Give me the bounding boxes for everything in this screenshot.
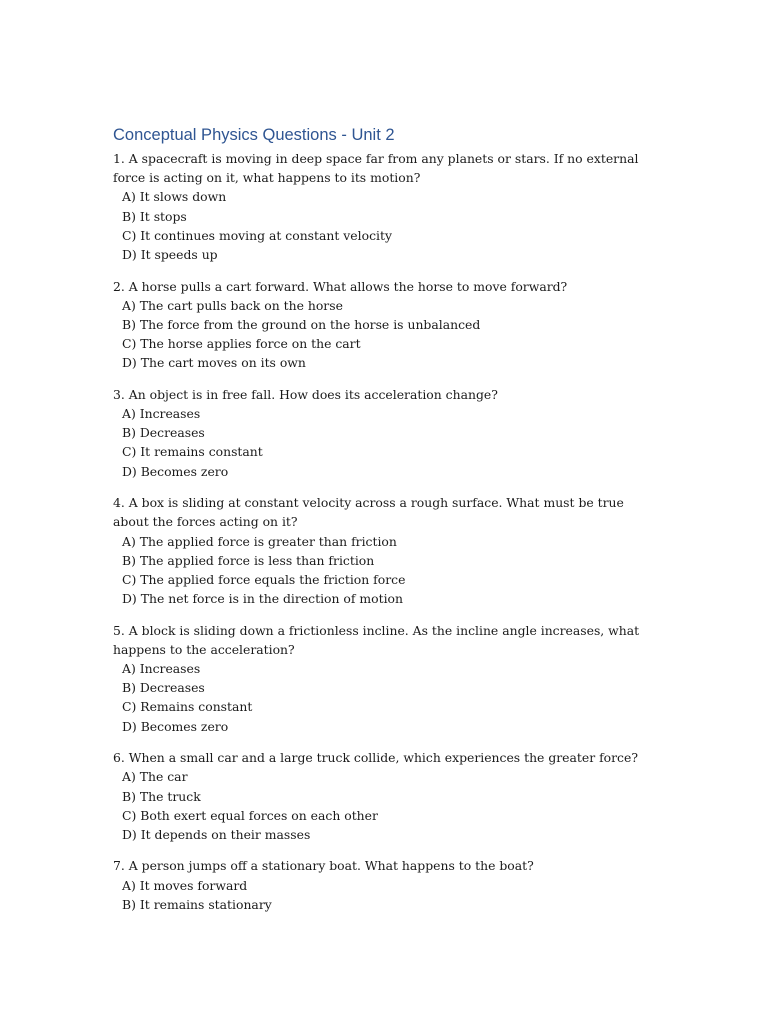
answer-options	[113, 876, 658, 914]
question-2	[113, 277, 658, 373]
answer-option: A) The applied force is greater than friction	[122, 533, 397, 549]
answer-option: A) It moves forward	[122, 877, 248, 893]
answer-options	[113, 187, 658, 264]
question-text: 4. A box is sliding at constant velocity across a rough surface. What must be true about the forces acting on it?	[113, 495, 624, 530]
question-text: 6. When a small car and a large truck collide, which experiences the greater force?	[113, 750, 638, 766]
question-text: 1. A spacecraft is moving in deep space far from any planets or stars. If no external force is acting on it, what happens to its motion?	[113, 151, 639, 186]
question-6	[113, 748, 658, 844]
answer-option: C) The horse applies force on the cart	[122, 336, 361, 352]
answer-option: B) Decreases	[122, 425, 205, 441]
answer-option: A) The cart pulls back on the horse	[122, 297, 343, 313]
question-text: 7. A person jumps off a stationary boat. What happens to the boat?	[113, 858, 534, 874]
answer-options	[113, 404, 658, 481]
question-1	[113, 149, 658, 264]
answer-option: B) It remains stationary	[122, 896, 272, 912]
question-text: 2. A horse pulls a cart forward. What allows the horse to move forward?	[113, 278, 568, 294]
question-4	[113, 493, 658, 608]
answer-options	[113, 532, 658, 609]
answer-option: C) It continues moving at constant velocity	[122, 227, 392, 243]
answer-option: B) It stops	[122, 208, 187, 224]
answer-option: B) The applied force is less than friction	[122, 552, 375, 568]
answer-option: A) Increases	[122, 661, 201, 677]
answer-option: C) It remains constant	[122, 444, 263, 460]
document-title: Conceptual Physics Questions - Unit 2	[113, 126, 395, 144]
question-5	[113, 621, 658, 736]
answer-option: C) The applied force equals the friction force	[122, 571, 406, 587]
answer-option: B) The truck	[122, 788, 201, 804]
answer-option: C) Both exert equal forces on each other	[122, 807, 378, 823]
question-3	[113, 385, 658, 481]
answer-option: A) The car	[122, 769, 188, 785]
document-body	[113, 124, 658, 926]
answer-option: A) It slows down	[122, 189, 227, 205]
answer-options	[113, 767, 658, 844]
question-text: 3. An object is in free fall. How does its acceleration change?	[113, 386, 498, 402]
answer-option: B) The force from the ground on the horse is unbalanced	[122, 316, 481, 332]
answer-option: D) Becomes zero	[122, 463, 229, 479]
answer-option: D) It speeds up	[122, 247, 218, 263]
answer-option: D) Becomes zero	[122, 718, 229, 734]
answer-option: B) Decreases	[122, 680, 205, 696]
answer-option: D) The net force is in the direction of motion	[122, 591, 403, 607]
question-text: 5. A block is sliding down a frictionless incline. As the incline angle increases, what happens to the acceleration?	[113, 622, 640, 657]
answer-option: D) The cart moves on its own	[122, 355, 306, 371]
answer-options	[113, 659, 658, 736]
question-7	[113, 856, 658, 914]
answer-options	[113, 296, 658, 373]
answer-option: A) Increases	[122, 406, 201, 422]
answer-option: D) It depends on their masses	[122, 826, 311, 842]
answer-option: C) Remains constant	[122, 699, 253, 715]
